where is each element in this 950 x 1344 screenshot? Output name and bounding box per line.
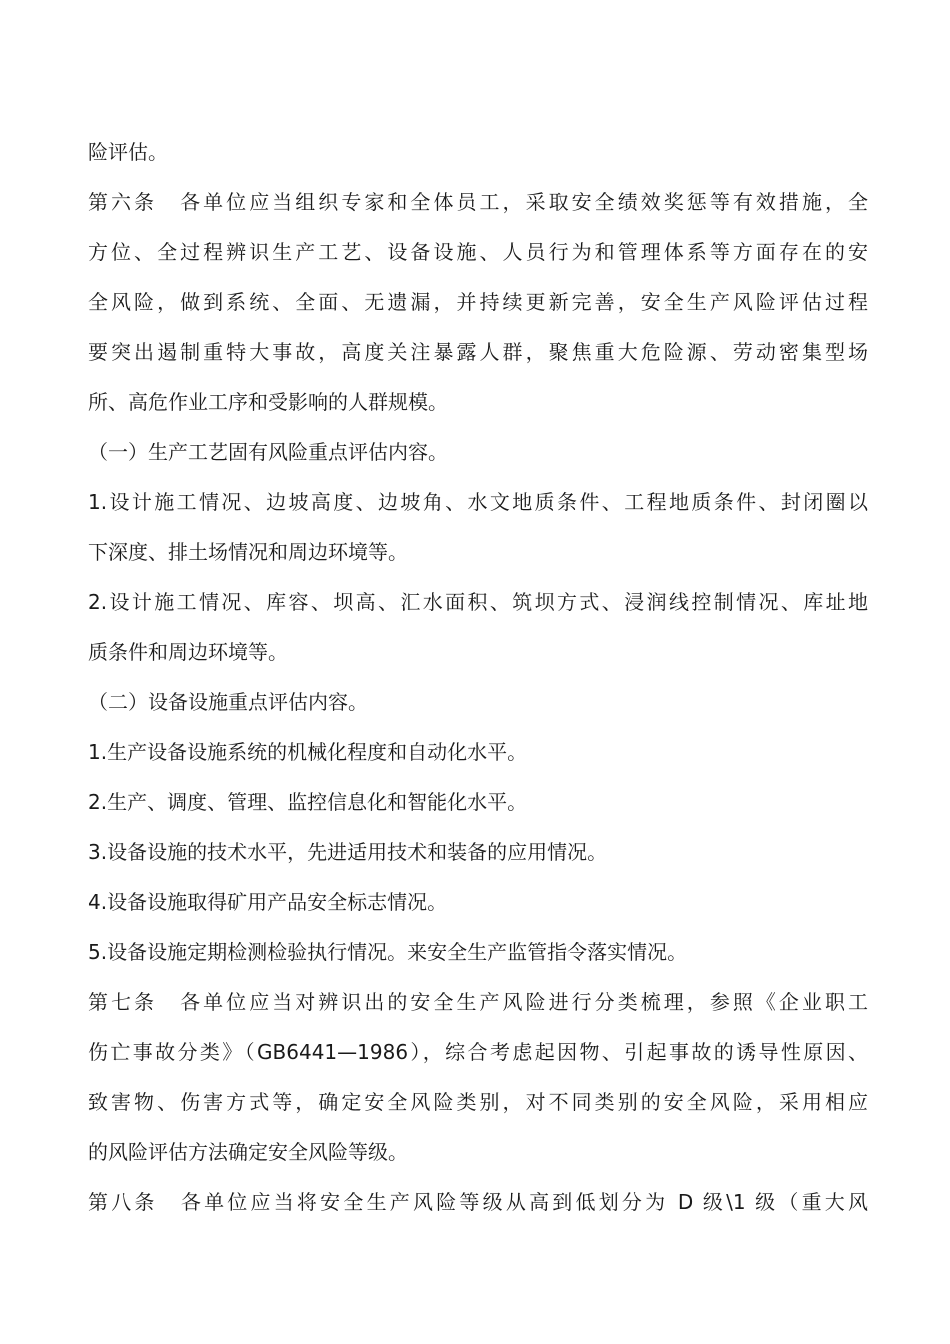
text-line: 2.生产、调度、管理、监控信息化和智能化水平。 [88, 790, 528, 814]
text-line: 第八条 各单位应当将安全生产风险等级从高到低划分为 D 级\1 级（重大风 [88, 1190, 868, 1214]
text-line: 4.设备设施取得矿用产品安全标志情况。 [88, 890, 448, 914]
text-line: 第六条 各单位应当组织专家和全体员工，采取安全绩效奖惩等有效措施，全 [88, 190, 868, 214]
text-line: 致害物、伤害方式等，确定安全风险类别，对不同类别的安全风险，采用相应 [88, 1090, 868, 1114]
section-heading: （一）生产工艺固有风险重点评估内容。 [88, 440, 448, 464]
text-line: 下深度、排土场情况和周边环境等。 [88, 540, 408, 564]
text-line: 1.设计施工情况、边坡高度、边坡角、水文地质条件、工程地质条件、封闭圈以 [88, 490, 868, 514]
text-line: 险评估。 [88, 140, 168, 164]
text-line: 方位、全过程辨识生产工艺、设备设施、人员行为和管理体系等方面存在的安 [88, 240, 868, 264]
text-line: 第七条 各单位应当对辨识出的安全生产风险进行分类梳理，参照《企业职工 [88, 990, 868, 1014]
text-line: 1.生产设备设施系统的机械化程度和自动化水平。 [88, 740, 528, 764]
text-line: 2.设计施工情况、库容、坝高、汇水面积、筑坝方式、浸润线控制情况、库址地 [88, 590, 868, 614]
text-line: 要突出遏制重特大事故，高度关注暴露人群，聚焦重大危险源、劳动密集型场 [88, 340, 868, 364]
text-line: 3.设备设施的技术水平，先进适用技术和装备的应用情况。 [88, 840, 608, 864]
text-line: 所、高危作业工序和受影响的人群规模。 [88, 390, 448, 414]
text-line: 全风险，做到系统、全面、无遗漏，并持续更新完善，安全生产风险评估过程 [88, 290, 868, 314]
text-line: 的风险评估方法确定安全风险等级。 [88, 1140, 408, 1164]
text-line: 伤亡事故分类》（GB6441—1986），综合考虑起因物、引起事故的诱导性原因、 [88, 1040, 868, 1064]
text-line: 5.设备设施定期检测检验执行情况。来安全生产监管指令落实情况。 [88, 940, 688, 964]
section-heading: （二）设备设施重点评估内容。 [88, 690, 368, 714]
text-line: 质条件和周边环境等。 [88, 640, 288, 664]
document-body [88, 132, 868, 1232]
